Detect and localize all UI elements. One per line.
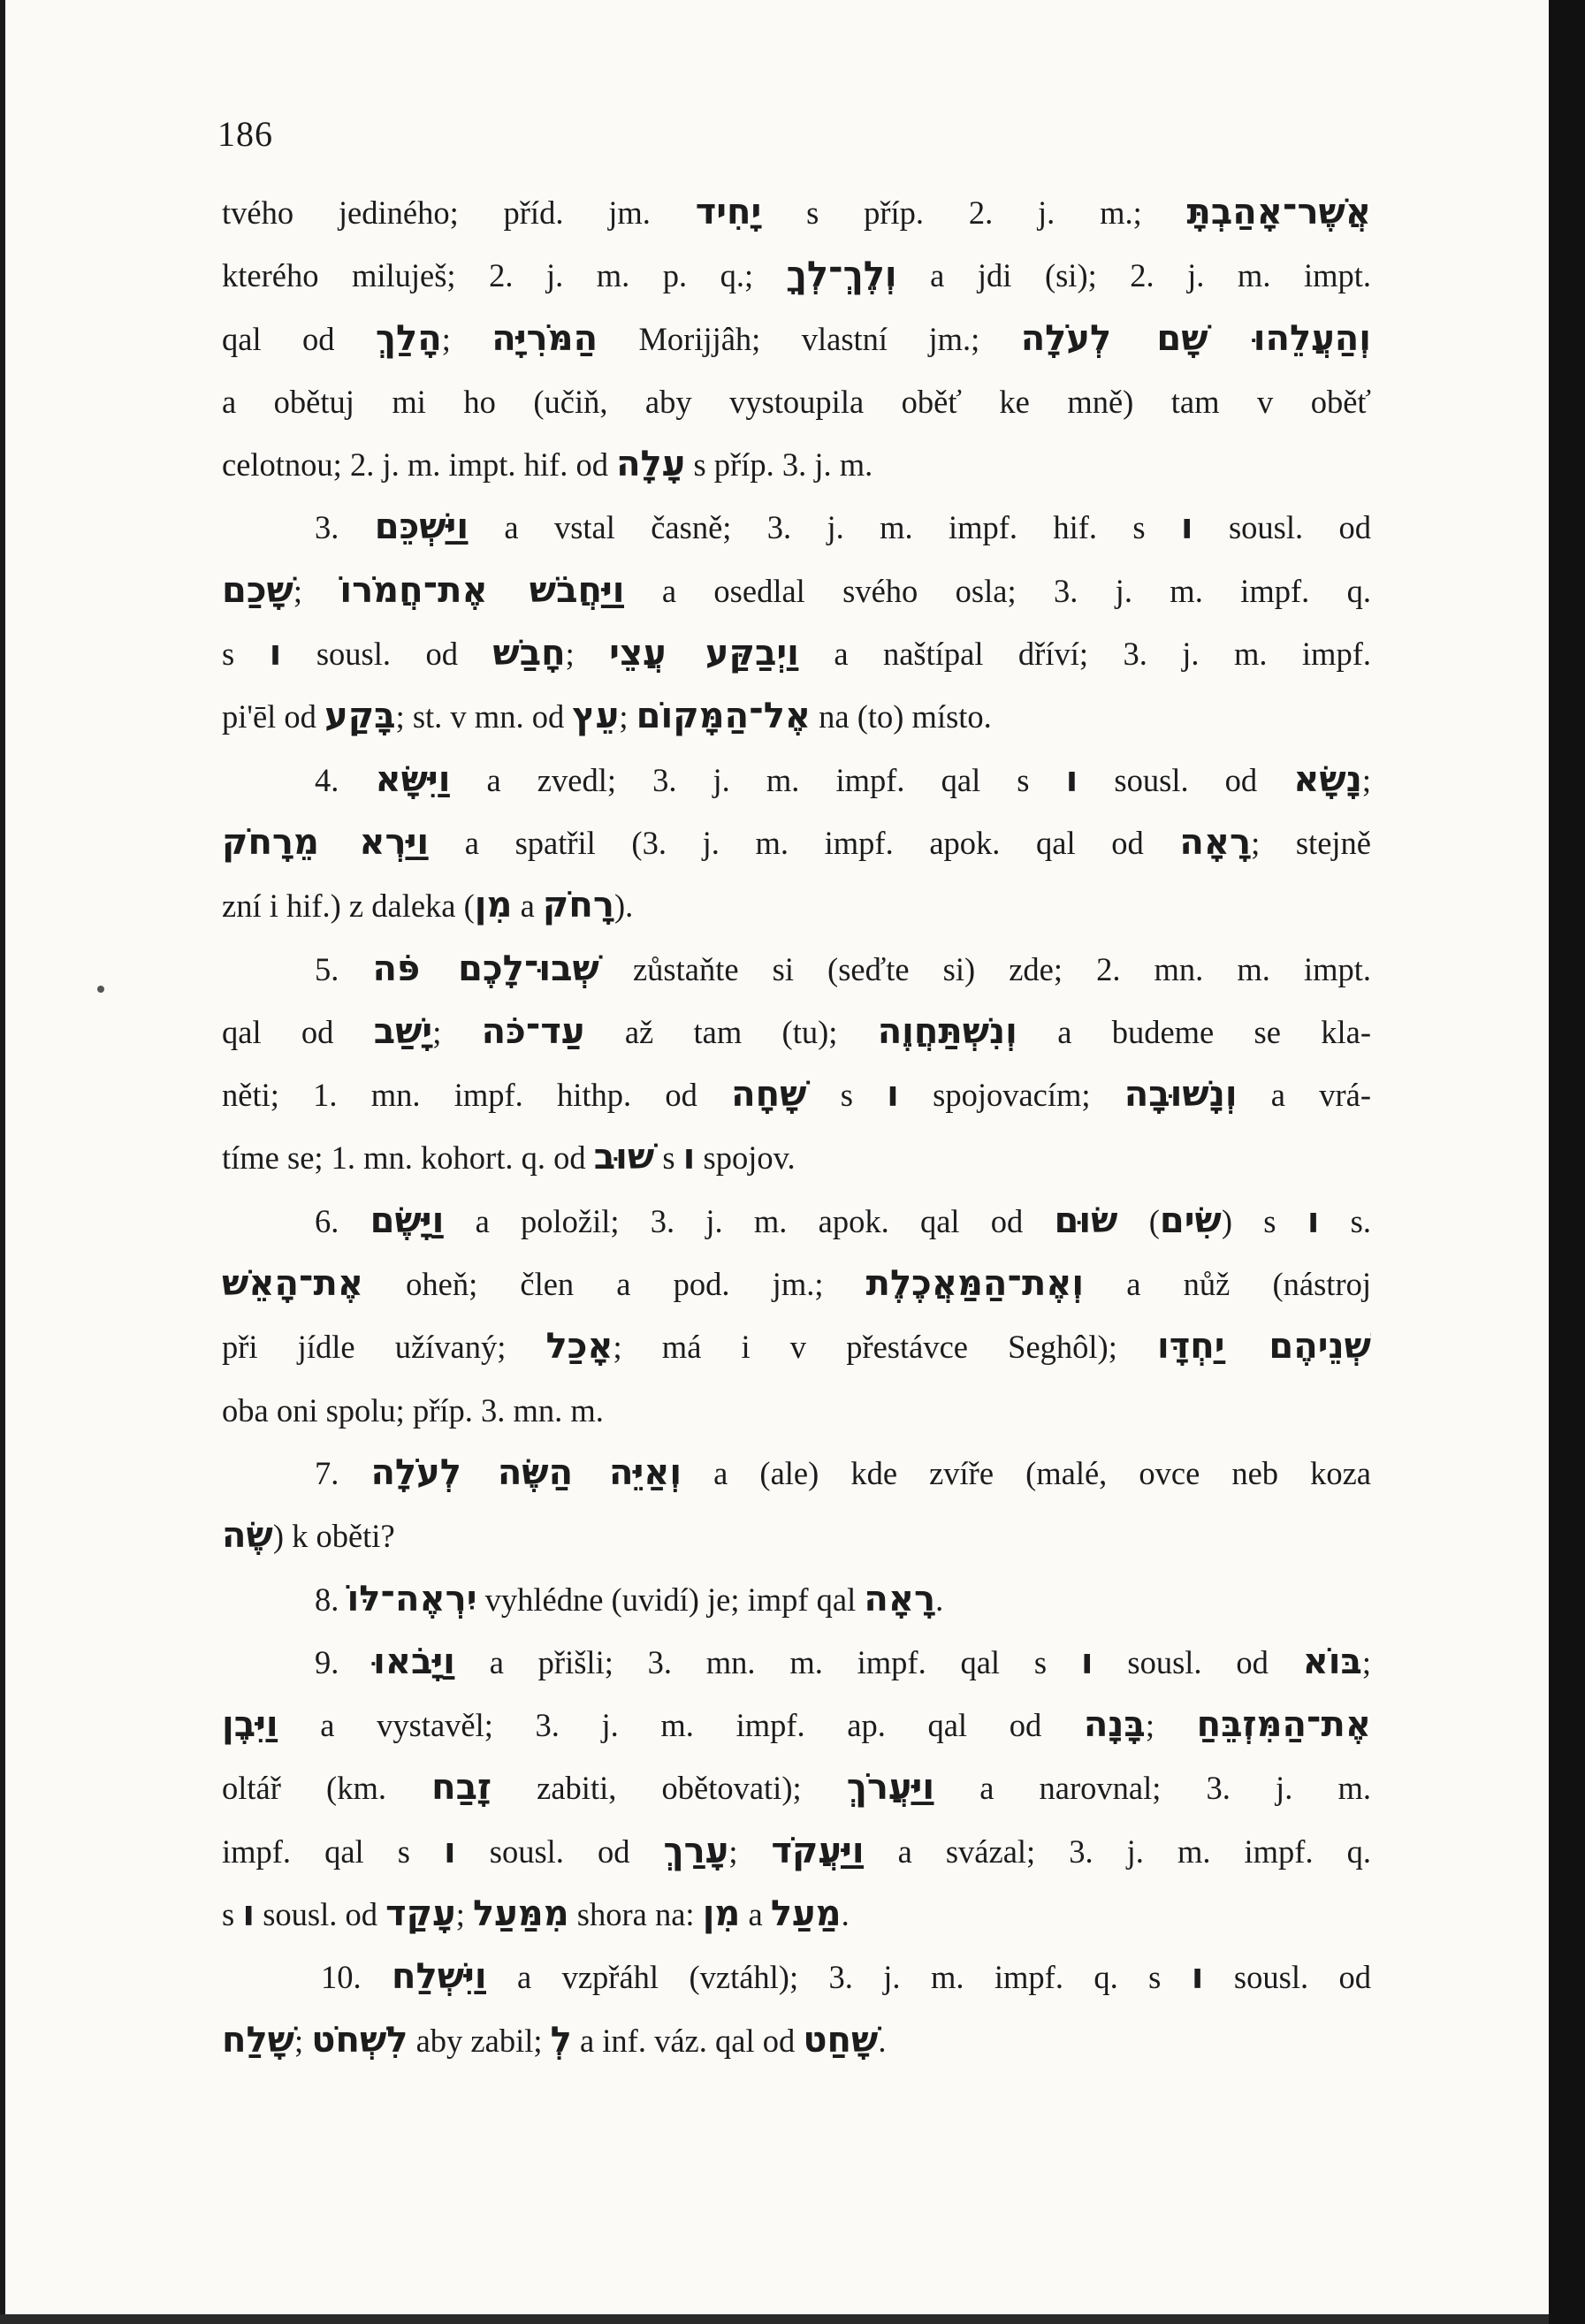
- text-line: zní i hif.) z daleka (מִן a רָחֹק).: [222, 885, 634, 926]
- text-line: tvého jediného; příd. jm. יָחִיד s příp. 2. j. m.; אֲשֶׁר־אָהַבְתָּ: [222, 192, 1371, 232]
- hebrew-word: עֵץ: [572, 696, 620, 737]
- hebrew-word: ו: [269, 633, 282, 674]
- hebrew-word: לִשְׁחֹט: [311, 2019, 408, 2061]
- text-line: 10. וַיִּשְׁלַח a vzpřáhl (vztáhl); 3. j. m. impf. q. s ו sousl. od: [321, 1956, 1371, 1998]
- text-line: qal od הָלַךְ; הַמֹּרִיָּה Morijjâh; vlastní jm.; וְהַעֲלֵהוּ שָׁם לְעֹלָה: [222, 317, 1371, 359]
- text-line: oltář (km. זָבַח zabiti, obětovati); וַיַּעֲרֹךְ a narovnal; 3. j. m.: [222, 1767, 1371, 1809]
- hebrew-word: לְ: [550, 2019, 572, 2061]
- body-text: [222, 181, 1371, 2072]
- page-edge: [1549, 0, 1585, 2324]
- hebrew-word: שִׂים: [1159, 1200, 1222, 1241]
- hebrew-word: אָכַל: [545, 1326, 613, 1368]
- hebrew-word: עַד־כֹּה: [481, 1010, 585, 1052]
- text-line: s ו sousl. od עָקַד; מִמַּעַל shora na: מִן a מַעַל.: [222, 1893, 850, 1935]
- text-line: něti; 1. mn. impf. hithp. od שָׁחָה s ו spojovacím; וְנָשׁוּבָה a vrá-: [222, 1074, 1371, 1116]
- hebrew-word: בָּנָה: [1083, 1704, 1146, 1746]
- hebrew-word: אֲשֶׁר־אָהַבְתָּ: [1186, 192, 1371, 232]
- hebrew-word: זָבַח: [431, 1767, 492, 1809]
- hebrew-word: וַיַּשְׁכֵּם: [374, 507, 469, 548]
- hebrew-word: בּוֹא: [1302, 1641, 1362, 1682]
- hebrew-word: בָּקַע: [324, 696, 396, 737]
- text-line: qal od יָשַׁב; עַד־כֹּה až tam (tu); וְנִשְׁתַּחֲוֶה a budeme se kla-: [222, 1010, 1371, 1052]
- text-line: s ו sousl. od חָבַשׁ; וַיְבַקַּע עֲצֵי a naštípal dříví; 3. j. m. impf.: [222, 633, 1371, 674]
- text-line: וַיַּרְא מֵרָחֹק a spatřil (3. j. m. impf. apok. qal od רָאָה; stejně: [222, 821, 1371, 863]
- hebrew-word: וַיִּשְׁלַח: [392, 1956, 487, 1998]
- hebrew-word: מַעַל: [770, 1893, 842, 1935]
- hebrew-word: שׁוּב: [593, 1137, 655, 1178]
- hebrew-word: וְלֶךְ־לְךָ: [786, 255, 897, 296]
- page-number: 186: [217, 114, 273, 154]
- hebrew-word: רָאָה: [864, 1578, 936, 1619]
- text-line: impf. qal s ו sousl. od עָרַךְ; וַיַּעֲקֹד a svázal; 3. j. m. impf. q.: [222, 1830, 1371, 1871]
- hebrew-word: הָלַךְ: [375, 317, 442, 359]
- hebrew-word: מִמַּעַל: [472, 1893, 569, 1935]
- hebrew-word: וְהַעֲלֵהוּ שָׁם לְעֹלָה: [1020, 317, 1371, 359]
- hebrew-word: מִן: [474, 885, 513, 926]
- hebrew-word: ו: [443, 1830, 456, 1871]
- text-line: oba oni spolu; příp. 3. mn. m.: [222, 1391, 604, 1429]
- hebrew-word: שׂוּם: [1054, 1200, 1118, 1241]
- hebrew-word: שָׁחַט: [803, 2019, 879, 2061]
- hebrew-word: יָחִיד: [695, 192, 762, 232]
- hebrew-word: יָשַׁב: [373, 1010, 433, 1052]
- hebrew-word: ו: [682, 1137, 696, 1178]
- hebrew-word: עָקַד: [385, 1893, 456, 1935]
- text-line: celotnou; 2. j. m. impt. hif. od עָלָה s příp. 3. j. m.: [222, 444, 873, 485]
- hebrew-word: וַיַּחֲבֹשׁ אֶת־חֲמֹרוֹ: [339, 569, 625, 611]
- hebrew-word: אֶת־הָאֵשׁ: [222, 1263, 363, 1305]
- hebrew-word: נָשָׂא: [1293, 758, 1362, 800]
- text-line: שָׁכַם; וַיַּחֲבֹשׁ אֶת־חֲמֹרוֹ a osedlal svého osla; 3. j. m. impf. q.: [222, 569, 1371, 611]
- hebrew-word: וַיַּרְא מֵרָחֹק: [222, 821, 430, 863]
- hebrew-word: רָחֹק: [542, 885, 614, 926]
- hebrew-word: ו: [242, 1893, 255, 1935]
- hebrew-word: וְאֶת־הַמַּאֲכֶלֶת: [865, 1263, 1085, 1305]
- hebrew-word: ו: [887, 1074, 899, 1116]
- text-line: 8. יִרְאֶה־לּוֹ vyhlédne (uvidí) je; impf qal רָאָה.: [315, 1578, 944, 1619]
- hebrew-word: ו: [1307, 1200, 1320, 1241]
- hebrew-word: וַיַּעֲקֹד: [771, 1830, 865, 1871]
- hebrew-word: וַיִּשָּׂא: [375, 758, 451, 800]
- text-line: 5. שְׁבוּ־לָכֶם פֹּה zůstaňte si (seďte si) zde; 2. mn. m. impt.: [315, 948, 1371, 989]
- hebrew-word: שֶׂה: [222, 1515, 273, 1557]
- hebrew-word: חָבַשׁ: [492, 633, 566, 674]
- hebrew-word: יִרְאֶה־לּוֹ: [347, 1578, 477, 1619]
- text-line: 9. וַיָּבֹאוּ a přišli; 3. mn. m. impf. qal s ו sousl. od בּוֹא;: [315, 1641, 1371, 1682]
- hebrew-word: וְאַיֵּה הַשֶּׂה לְעֹלָה: [370, 1452, 682, 1493]
- text-line: kterého miluješ; 2. j. m. p. q.; וְלֶךְ־לְךָ a jdi (si); 2. j. m. impt.: [222, 255, 1371, 296]
- hebrew-word: וְנָשׁוּבָה: [1124, 1074, 1238, 1116]
- text-line: pi'ēl od בָּקַע; st. v mn. od עֵץ; אֶל־הַמָּקוֹם na (to) místo.: [222, 696, 992, 737]
- hebrew-word: אֶת־הַמִּזְבֵּחַ: [1196, 1704, 1371, 1746]
- text-line: a obětuj mi ho (učiň, aby vystoupila oběť ke mně) tam v oběť: [222, 383, 1371, 420]
- hebrew-word: ו: [1191, 1956, 1204, 1998]
- text-line: 3. וַיַּשְׁכֵּם a vstal časně; 3. j. m. impf. hif. s ו sousl. od: [315, 507, 1371, 548]
- text-line: 4. וַיִּשָּׂא a zvedl; 3. j. m. impf. qal s ו sousl. od נָשָׂא;: [315, 758, 1371, 800]
- text-line: tíme se; 1. mn. kohort. q. od שׁוּב s ו spojov.: [222, 1137, 796, 1178]
- hebrew-word: שָׁחָה: [731, 1074, 807, 1116]
- text-line: וַיִּבֶן a vystavěl; 3. j. m. impf. ap. qal od בָּנָה; אֶת־הַמִּזְבֵּחַ: [222, 1704, 1371, 1746]
- hebrew-word: עָרַךְ: [663, 1830, 729, 1871]
- text-line: שָׁלַח; לִשְׁחֹט aby zabil; לְ a inf. váz. qal od שָׁחַט.: [222, 2019, 887, 2061]
- margin-dot: [97, 986, 104, 993]
- hebrew-word: ו: [1180, 507, 1193, 548]
- text-line: 7. וְאַיֵּה הַשֶּׂה לְעֹלָה a (ale) kde zvíře (malé, ovce neb koza: [315, 1452, 1371, 1493]
- hebrew-word: אֶל־הַמָּקוֹם: [636, 696, 812, 737]
- hebrew-word: וְנִשְׁתַּחֲוֶה: [877, 1010, 1017, 1052]
- hebrew-word: עָלָה: [616, 444, 686, 485]
- hebrew-word: מִן: [702, 1893, 741, 1935]
- hebrew-word: ו: [1065, 758, 1078, 800]
- hebrew-word: וַיַּעֲרֹךְ: [846, 1767, 935, 1809]
- text-line: 6. וַיָּשֶׂם a položil; 3. j. m. apok. qal od שׂוּם (שִׂים) s ו s.: [315, 1200, 1371, 1241]
- hebrew-word: שְׁבוּ־לָכֶם פֹּה: [372, 948, 599, 989]
- hebrew-word: שָׁכַם: [222, 569, 293, 611]
- hebrew-word: שָׁלַח: [222, 2019, 295, 2061]
- text-line: אֶת־הָאֵשׁ oheň; člen a pod. jm.; וְאֶת־הַמַּאֲכֶלֶת a nůž (nástroj: [222, 1263, 1371, 1305]
- hebrew-word: רָאָה: [1179, 821, 1252, 863]
- hebrew-word: וַיָּבֹאוּ: [373, 1641, 455, 1682]
- hebrew-word: וַיִּבֶן: [222, 1704, 278, 1746]
- hebrew-word: וַיָּשֶׂם: [370, 1200, 445, 1241]
- hebrew-word: הַמֹּרִיָּה: [492, 317, 598, 359]
- text-line: שֶׂה) k oběti?: [222, 1515, 395, 1557]
- hebrew-word: ו: [1080, 1641, 1093, 1682]
- hebrew-word: וַיְבַקַּע עֲצֵי: [609, 633, 799, 674]
- hebrew-word: שְׁנֵיהֶם יַחְדָּו: [1156, 1326, 1371, 1368]
- text-line: při jídle užívaný; אָכַל; má i v přestávce Seghôl); שְׁנֵיהֶם יַחְדָּו: [222, 1326, 1371, 1368]
